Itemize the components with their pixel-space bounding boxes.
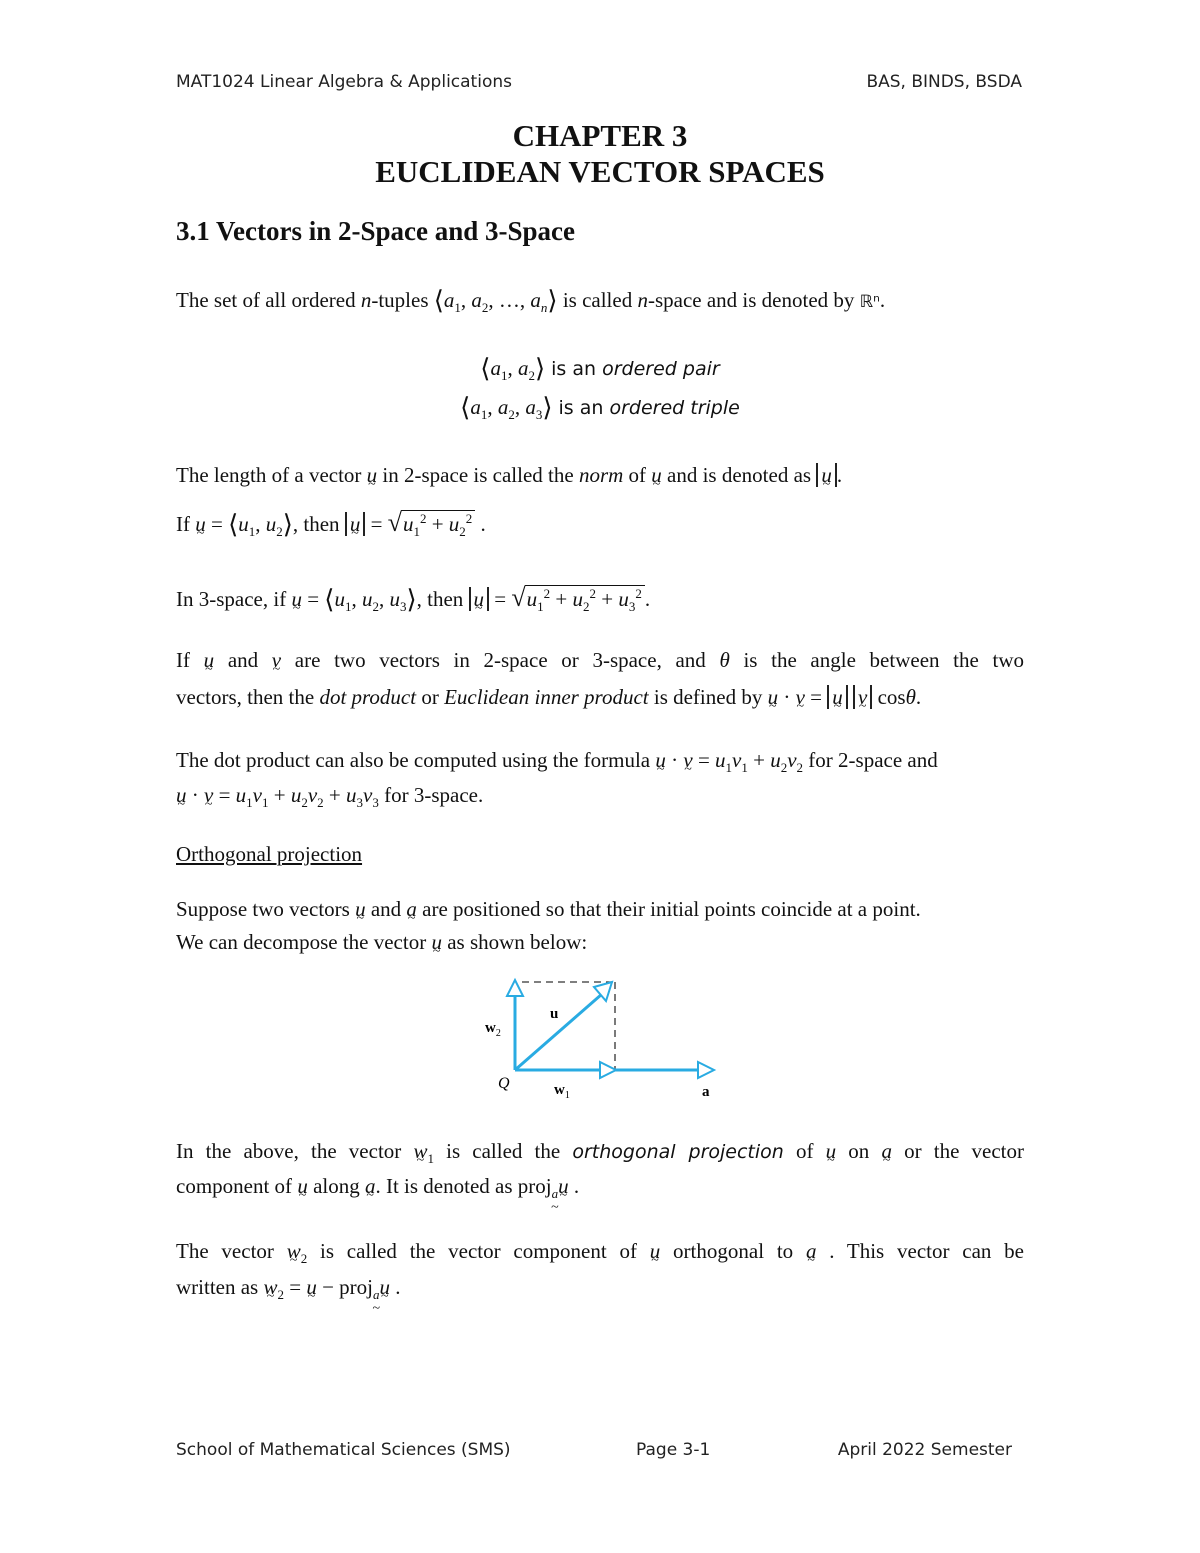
- footer-page-number: Page 3-1: [636, 1440, 711, 1460]
- norm-3space-formula: In 3-space, if u ~ = $⟨u_1$, $u_2$, $u_3⟩$, then u ~ = $√u_1^2 + u_2^2 + u_3^2$ .: [176, 583, 650, 615]
- chapter-number: CHAPTER 3: [512, 118, 688, 153]
- label-u: u: [550, 1006, 559, 1022]
- dot-product-line-1: If u ~ and v ~ are two vectors in 2-space or 3-space, and θ is the angle between the two: [176, 648, 1024, 673]
- dot-product-formula-3space: u ~ · v ~ = $u_1v_1 + u_2v_2 + u_3v_3$ for 3-space.: [176, 783, 483, 811]
- chapter-title: EUCLIDEAN VECTOR SPACES: [375, 154, 825, 189]
- dot-product-line-2: vectors, then the dot product or Euclidean inner product is defined by u ~ · v ~ = u ~ v ~ cosθ.: [176, 685, 921, 710]
- orthogonal-component-line-2: written as w $\sim_2 = u$ ~ − proj$_a$ ~u ~ .: [176, 1275, 401, 1303]
- norm-2space-formula: If u ~ = $⟨u_1$, $u_2⟩$, then u ~ = $√u_1^2 + u_2^2$ .: [176, 508, 486, 540]
- orthogonal-projection-subheading: Orthogonal projection: [176, 842, 363, 866]
- vector-u-line: [515, 994, 602, 1070]
- projection-line-1: In the above, the vector w $\sim_1$ is called the orthogonal projection of u ~ on a ~ or the vector: [176, 1139, 1024, 1167]
- label-w2: $w_2$: [485, 1020, 501, 1039]
- header-programmes: BAS, BINDS, BSDA: [866, 72, 1022, 92]
- norm-definition: The length of a vector u ~ in 2-space is called the norm of u ~ and is denoted as u ~ .: [176, 463, 842, 488]
- decompose-line-1: Suppose two vectors u ~ and a ~ are positioned so that their initial points coincide at a point.: [176, 897, 921, 922]
- header-course: MAT1024 Linear Algebra & Applications: [176, 72, 512, 92]
- decompose-line-2: We can decompose the vector u ~ as shown below:: [176, 930, 587, 955]
- orthogonal-component-line-1: The vector w $\sim_2$ is called the vector component of u ~ orthogonal to a ~ . This vector can be: [176, 1239, 1024, 1267]
- footer-school: School of Mathematical Sciences (SMS): [176, 1440, 511, 1460]
- section-heading: 3.1 Vectors in 2-Space and 3-Space: [176, 216, 576, 246]
- label-a: a: [702, 1084, 710, 1100]
- n-space-definition: The set of all ordered n-tuples $⟨a_1$, $a_2$, …, $a_n⟩$ is called n-space and is denoted by ℝⁿ.: [176, 286, 886, 316]
- vector-a-arrowhead: [698, 1062, 714, 1078]
- projection-diagram: [470, 970, 740, 1105]
- ordered-triple-line: $⟨a_1$, $a_2$, $a_3⟩$ is an ordered triple: [460, 393, 740, 423]
- label-w1: $w_1$: [554, 1082, 570, 1101]
- label-Q: Q: [498, 1075, 510, 1092]
- dot-product-formula-2space: The dot product can also be computed using the formula u ~ · v ~ = $u_1v_1 + u_2v_2$ for 2-space and: [176, 748, 938, 776]
- vector-w2-arrowhead: [507, 980, 523, 996]
- footer-semester: April 2022 Semester: [837, 1440, 1012, 1460]
- projection-line-2: component of u ~ along a ~. It is denoted as proj$_a$ ~u ~ .: [176, 1174, 579, 1202]
- ordered-pair-line: $⟨a_1$, $a_2⟩$ is an ordered pair: [480, 354, 720, 384]
- vector-w1-arrowhead: [600, 1062, 616, 1078]
